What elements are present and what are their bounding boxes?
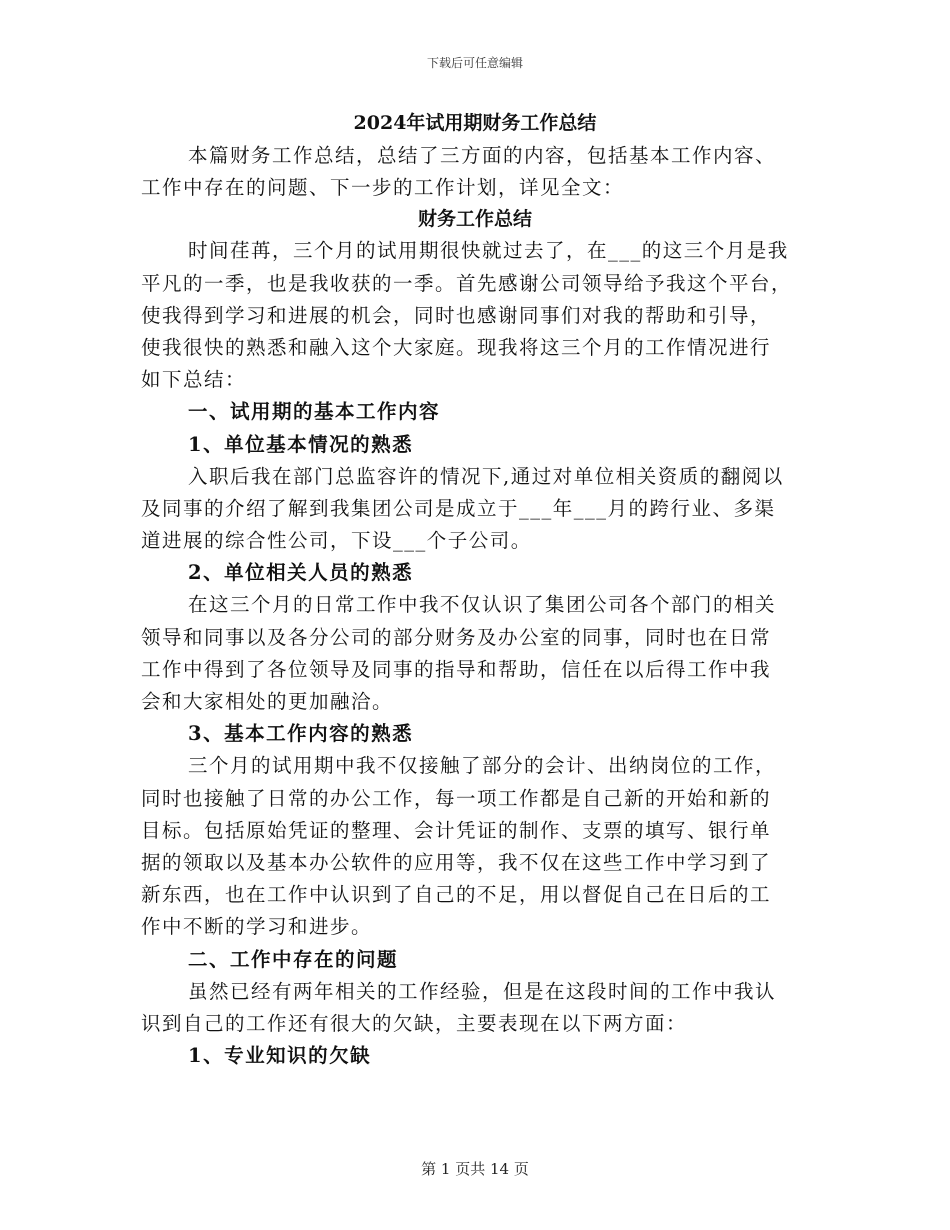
document-subtitle: 财务工作总结 — [417, 208, 532, 231]
paragraph-line: 领导和同事以及各分公司的部分财务及办公室的同事，同时也在日常 — [141, 625, 772, 649]
paragraph-line: 目标。包括原始凭证的整理、会计凭证的制作、支票的填写、银行单 — [141, 818, 772, 842]
paragraph-line: 使我很快的熟悉和融入这个大家庭。现我将这三个月的工作情况进行 — [141, 335, 772, 359]
paragraph-line: 使我得到学习和进展的机会，同时也感谢同事们对我的帮助和引导， — [141, 303, 772, 327]
paragraph-line: 作中不断的学习和进步。 — [141, 915, 373, 939]
paragraph-line: 道进展的综合性公司，下设___个子公司。 — [141, 529, 532, 553]
paragraph-line: 虽然已经有两年相关的工作经验，但是在这段时间的工作中我认 — [188, 979, 777, 1003]
page-footer: 第 1 页共 14 页 — [421, 1160, 529, 1178]
paragraph-line: 及同事的介绍了解到我集团公司是成立于___年___月的跨行业、多渠 — [141, 496, 776, 520]
document-body — [141, 106, 809, 1072]
paragraph-line: 新东西，也在工作中认识到了自己的不足，用以督促自己在日后的工 — [141, 883, 772, 907]
paragraph-line: 入职后我在部门总监容许的情况下,通过对单位相关资质的翻阅以 — [188, 464, 784, 488]
document-title: 2024年试用期财务工作总结 — [353, 112, 597, 134]
paragraph-line: 三个月的试用期中我不仅接触了部分的会计、出纳岗位的工作， — [188, 754, 777, 778]
paragraph-line: 平凡的一季，也是我收获的一季。首先感谢公司领导给予我这个平台， — [141, 271, 793, 295]
paragraph-line: 会和大家相处的更加融洽。 — [141, 690, 394, 713]
paragraph-line: 在这三个月的日常工作中我不仅认识了集团公司各个部门的相关 — [188, 593, 777, 617]
header-note: 下载后可任意编辑 — [426, 56, 523, 70]
paragraph-line: 时间荏苒，三个月的试用期很快就过去了，在___的这三个月是我 — [188, 239, 789, 263]
intro-line: 本篇财务工作总结，总结了三方面的内容，包括基本工作内容、 — [188, 144, 777, 167]
paragraph-line: 同时也接触了日常的办公工作，每一项工作都是自己新的开始和新的 — [141, 786, 772, 810]
subsection-heading: 1、专业知识的欠缺 — [188, 1044, 372, 1068]
subsection-heading: 3、基本工作内容的熟悉 — [188, 722, 414, 746]
section-heading: 二、工作中存在的问题 — [188, 947, 399, 971]
section-heading: 一、试用期的基本工作内容 — [188, 400, 441, 424]
subsection-heading: 1、单位基本情况的熟悉 — [188, 432, 414, 456]
paragraph-line: 据的领取以及基本办公软件的应用等，我不仅在这些工作中学习到了 — [141, 850, 772, 874]
paragraph-line: 如下总结： — [141, 368, 247, 392]
paragraph-line: 识到自己的工作还有很大的欠缺，主要表现在以下两方面： — [141, 1011, 688, 1035]
subsection-heading: 2、单位相关人员的熟悉 — [188, 561, 414, 585]
intro-line: 工作中存在的问题、下一步的工作计划，详见全文： — [141, 176, 625, 200]
paragraph-line: 工作中得到了各位领导及同事的指导和帮助，信任在以后得工作中我 — [141, 657, 772, 681]
